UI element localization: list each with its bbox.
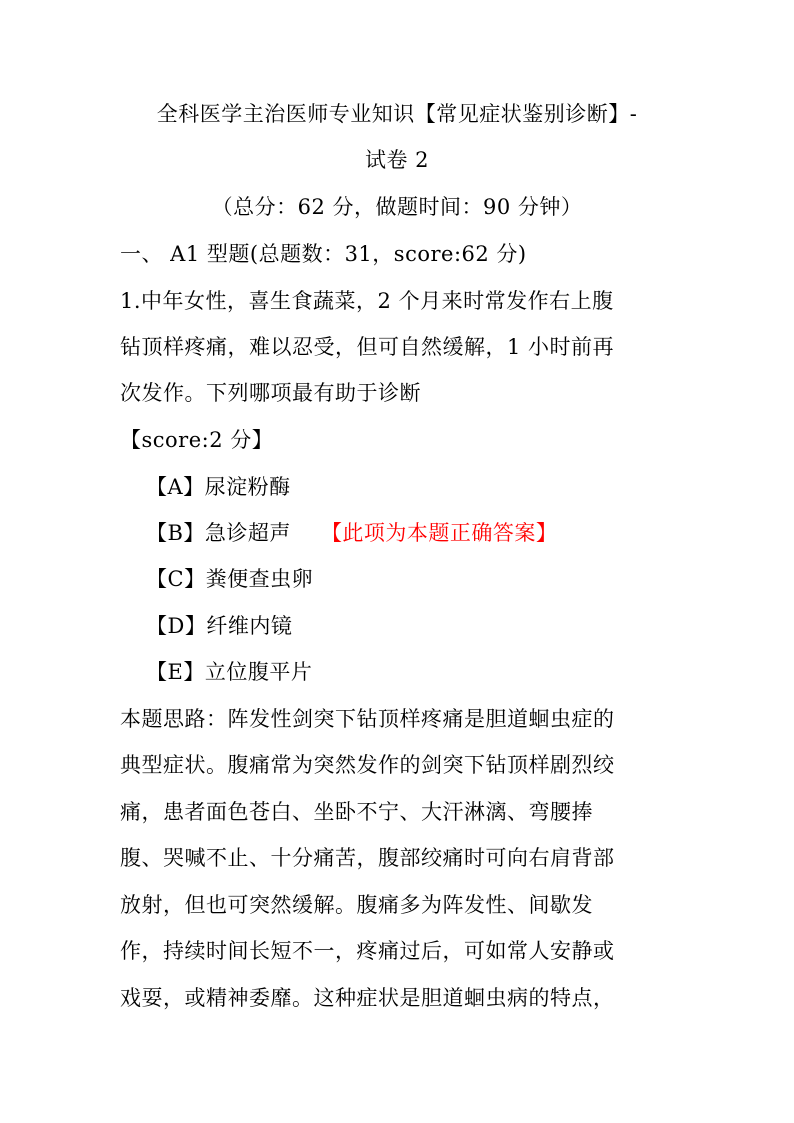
analysis-line-2: 典型症状。腹痛常为突然发作的剑突下钻顶样剧烈绞 — [120, 753, 615, 777]
question-stem-line-3: 次发作。下列哪项最有助于诊断 — [120, 381, 421, 405]
option-e — [146, 657, 312, 687]
exam-summary: （总分：62 分，做题时间：90 分钟） — [211, 195, 583, 219]
option-a-label: 【A】尿淀粉酶 — [146, 475, 291, 499]
analysis-line-5: 放射，但也可突然缓解。腹痛多为阵发性、间歇发 — [120, 893, 593, 917]
option-b-label: 【B】急诊超声 — [146, 521, 291, 545]
document-title-line-2: 试卷 2 — [364, 148, 430, 172]
option-c-label: 【C】粪便查虫卵 — [146, 567, 314, 591]
option-d-label: 【D】纤维内镜 — [146, 614, 293, 638]
analysis-line-1: 本题思路：阵发性剑突下钻顶样疼痛是胆道蛔虫症的 — [120, 707, 615, 731]
document-title-line-1: 全科医学主治医师专业知识【常见症状鉴别诊断】- — [156, 102, 638, 126]
analysis-line-6: 作，持续时间长短不一，疼痛过后，可如常人安静或 — [120, 939, 615, 963]
analysis-line-4: 腹、哭喊不止、十分痛苦，腹部绞痛时可向右肩背部 — [120, 846, 615, 870]
question-score: 【score:2 分】 — [120, 428, 274, 452]
option-a — [146, 472, 291, 502]
question-stem-line-2: 钻顶样疼痛，难以忍受，但可自然缓解，1 小时前再 — [120, 335, 615, 359]
analysis-line-3: 痛，患者面色苍白、坐卧不宁、大汗淋漓、弯腰捧 — [120, 800, 593, 824]
option-d — [146, 611, 292, 641]
analysis-line-7: 戏耍，或精神委靡。这种症状是胆道蛔虫病的特点， — [120, 986, 615, 1010]
section-heading: 一、 A1 型题(总题数：31，score:62 分) — [120, 242, 527, 266]
question-stem-line-1: 1.中年女性，喜生食蔬菜，2 个月来时常发作右上腹 — [120, 289, 614, 313]
option-b — [146, 518, 557, 548]
option-e-label: 【E】立位腹平片 — [146, 660, 313, 684]
option-c — [146, 564, 313, 594]
correct-answer-mark: 【此项为本题正确答案】 — [320, 521, 558, 545]
